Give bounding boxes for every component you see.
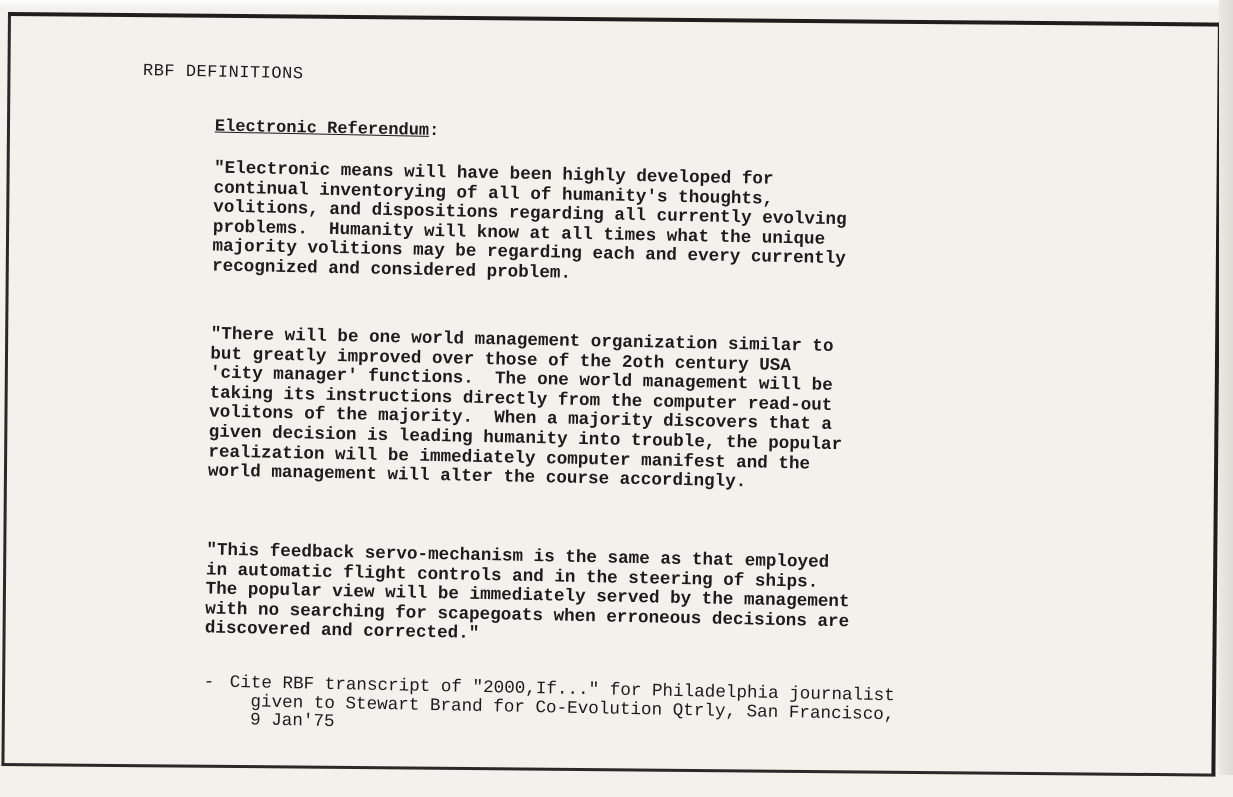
definition-title-text: Electronic Referendum [214, 117, 430, 141]
definition-title-colon: : [428, 121, 440, 142]
paragraph: "There will be one world management organization similar to but greatly improved over those of the 2oth century USA 'city manager' functions. The one world management will be taking its instructions directly from the computer read-out volitons of the majority. When a majority discovers that a given decision is leading humanity into trouble, the popular realization will be immediately computer manifest and the world management will alter the course accordingly. [207, 324, 843, 493]
definition-title [215, 118, 440, 142]
document-heading: RBF DEFINITIONS [142, 62, 304, 85]
citation-dash: - [203, 672, 215, 693]
paragraph: "Electronic means will have been highly developed for continual inventorying of all of humanity's thoughts, volitions, and dispositions regarding all currently evolving problems. Humanity will know at all times what the unique majority volitions may be regarding each and every currently recognized and considered problem. [211, 158, 847, 284]
citation [202, 673, 1133, 766]
paragraph: "This feedback servo-mechanism is the same as that employed in automatic flight controls and in the steering of ships. The popular view will be immediately served by the management with no searching for scapegoats when erroneous decisions are discovered and corrected." [204, 540, 850, 645]
citation-text: Cite RBF transcript of "2000,If..." for Philadelphia journalist given to Stewart Brand for Co-Evolution Qtrly, San Francisco, 9 Jan'75 [228, 672, 895, 733]
